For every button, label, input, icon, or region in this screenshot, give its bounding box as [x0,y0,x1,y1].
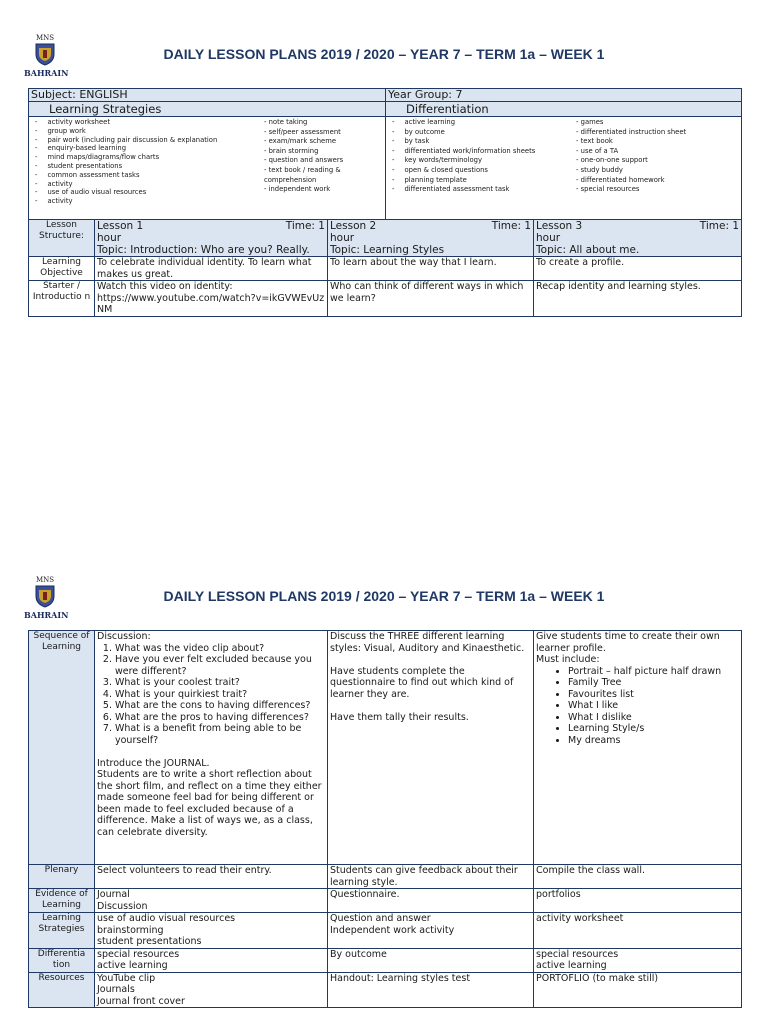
diff-right-item [576,118,603,126]
strategy-left-label: group work [47,126,86,135]
diff-right-item [576,147,618,155]
strategy-left-item [35,118,110,126]
strategy-left-item [35,188,146,196]
strategy-right-label: comprehension [264,175,317,184]
starter-2: Who can think of different ways in which we learn? [328,281,534,317]
strategy-right-label: - text book / reading & [264,166,341,174]
page2-header [0,576,768,628]
starter-label: Starter / Introductio n [29,281,95,317]
lesson-plan-table-bottom [28,630,742,1008]
diff-right-item [576,185,639,193]
diff-3-b: active learning [536,960,607,971]
strategy-right-item [264,176,316,184]
page-title: DAILY LESSON PLANS 2019 / 2020 – YEAR 7 – TERM 1a – WEEK 1 [163,46,605,62]
seq2-p2: Have students complete the questionnaire to find out which kind of learner they are. [330,665,514,700]
differentiation-label: Differentia tion [29,948,95,972]
resources-label: Resources [29,972,95,1008]
profile-requirement: • Family Tree [568,677,739,689]
sequence-1 [95,631,328,865]
strategy-right-item [264,118,307,126]
lesson-3-name: Lesson 3 [536,220,583,232]
diff-left-item [392,147,535,155]
resources-1 [95,972,328,1008]
diff-left-label: differentiated assessment task [404,185,510,194]
strategy-left-item [35,180,73,188]
seq1-questions [97,643,325,747]
profile-requirement: • What I like [568,700,739,712]
diff-left-item [392,156,482,164]
bullet-dash: - [35,118,38,126]
strategy-left-label: common assessment tasks [47,170,140,179]
starter-1-text: Watch this video on identity: [97,281,233,292]
plenary-1: Select volunteers to read their entry. [95,865,328,889]
strategies-1-a: use of audio visual resources [97,913,236,924]
discussion-question: 4. What is your quirkiest trait? [115,689,325,701]
objective-1: To celebrate individual identity. To learn what makes us great. [95,257,328,281]
discussion-question: 2. Have you ever felt excluded because you were different? [115,654,325,677]
seq1-journal: Introduce the JOURNAL. [97,757,210,769]
seq1-intro: Discussion: [97,631,151,642]
bullet-dash: - [35,170,38,179]
plenary-3: Compile the class wall. [534,865,742,889]
diff-left-label: planning template [404,175,467,184]
diff-right-item [576,156,648,164]
strategy-right-label: - exam/mark scheme [264,137,337,146]
sequence-2 [328,631,534,865]
strategies-2-a: Question and answer [330,913,431,924]
plenary-2: Students can give feedback about their learning style. [328,865,534,889]
lesson-3-time: Time: 1 [699,220,740,232]
strategy-right-item [264,166,341,174]
lesson-2-hour: hour [330,232,355,244]
evidence-3: portfolios [534,889,742,913]
logo-text-bottom: BAHRAIN [24,610,69,620]
diff-left-item [392,166,488,174]
logo-text-top: MNS [35,34,55,42]
diff-3-a: special resources [536,948,619,960]
diff-right-label: - differentiated instruction sheet [576,127,687,136]
year-group-cell [386,89,742,102]
strategy-right-label: - brain storming [264,146,319,155]
discussion-question: 3. What is your coolest trait? [115,677,325,689]
diff-right-label: - games [576,118,604,126]
bullet-dash: - [35,179,38,188]
seq2-p1: Discuss the THREE different learning styles: Visual, Auditory and Kinaesthetic. [330,631,525,654]
resources-1-b: Journals [97,984,135,995]
logo-text-top: MNS [35,576,55,584]
strategy-left-item [35,162,122,170]
lesson-1-hour: hour [97,232,122,244]
seq2-p3: Have them tally their results. [330,711,469,723]
strategy-right-item [264,147,318,155]
strategy-left-label: mind maps/diagrams/flow charts [47,153,160,162]
evidence-2: Questionnaire. [328,889,534,913]
diff-3 [534,948,742,972]
profile-requirement: • Learning Style/s [568,723,739,735]
strategies-2 [328,913,534,949]
diff-right-item [576,166,623,174]
resources-1-a: YouTube clip [97,972,156,984]
strategies-list-cell [29,117,386,220]
discussion-question: 7. What is a benefit from being able to be yourself? [115,723,325,746]
resources-1-c: Journal front cover [97,995,185,1007]
strategy-left-item [35,127,86,135]
bullet-dash: - [392,156,395,165]
diff-left-item [392,185,509,193]
strategy-left-label: enquiry-based learning [47,144,127,153]
strategy-right-label: - note taking [264,118,308,126]
lesson-2-time: Time: 1 [491,220,532,232]
objective-3: To create a profile. [534,257,742,281]
lesson-2-name: Lesson 2 [330,220,377,232]
lesson-1-time: Time: 1 [285,220,325,232]
logo-text-bottom: BAHRAIN [24,68,69,78]
strategy-right-item [264,156,343,164]
strategy-left-label: activity [47,179,73,188]
profile-requirement: • Portrait – half picture half drawn [568,666,739,678]
year-group: Year Group: 7 [388,88,463,101]
video-link[interactable]: https://www.youtube.com/watch?v=ikGVWEvUzNM [97,292,325,315]
strategy-left-item [35,171,140,179]
evidence-1 [95,889,328,913]
bullet-dash: - [392,185,395,194]
strategies-3: activity worksheet [534,913,742,949]
evidence-1-a: Journal [97,889,130,900]
strategies-1-c: student presentations [97,936,202,947]
diff-right-item [576,128,686,136]
strategy-left-item [35,153,159,161]
strategies-1 [95,913,328,949]
lesson-1-name: Lesson 1 [97,220,144,232]
bullet-dash: - [35,135,38,144]
bullet-dash: - [35,197,38,206]
starter-3: Recap identity and learning styles. [534,281,742,317]
strategy-right-label: - independent work [264,185,331,194]
sequence-label: Sequence of Learning [29,631,95,865]
diff-right-label: - special resources [576,185,640,194]
diff-left-item [392,176,467,184]
strategies-label: Learning Strategies [29,913,95,949]
diff-left-label: active learning [404,118,456,126]
profile-requirement: • What I dislike [568,712,739,724]
bullet-dash: - [392,166,395,174]
strategy-right-item [264,137,336,145]
discussion-question: 6. What are the pros to having differences? [115,712,325,724]
diff-left-item [392,128,445,136]
profile-requirement: • Favourites list [568,689,739,701]
diff-1 [95,948,328,972]
diff-right-label: - text book [576,137,613,146]
objective-2: To learn about the way that I learn. [328,257,534,281]
diff-right-label: - one-on-one support [576,156,648,165]
plenary-label: Plenary [29,865,95,889]
bullet-dash: - [392,175,395,184]
differentiation-heading: Differentiation [386,102,742,117]
diff-left-item [392,118,455,126]
seq3-must: Must include: [536,654,600,665]
bullet-dash: - [35,162,38,170]
seq1-journal-detail: Students are to write a short reflection about the short film, and reflect on a time they either made someone feel bad for being different or been made to feel excluded because of a difference. Make a list of ways we, as a class, can celebrate diversity. [97,769,322,838]
diff-1-b: active learning [97,960,168,971]
bullet-dash: - [35,153,38,162]
bullet-dash: - [35,188,38,197]
learning-strategies-heading: Learning Strategies [29,102,386,117]
page-title: DAILY LESSON PLANS 2019 / 2020 – YEAR 7 – TERM 1a – WEEK 1 [163,588,605,604]
bullet-dash: - [392,146,395,155]
diff-left-label: key words/terminology [404,156,482,165]
bullet-dash: - [392,127,395,136]
seq3-intro: Give students time to create their own learner profile. [536,631,720,654]
sequence-3 [534,631,742,865]
lesson-3-header [534,220,742,257]
bullet-dash: - [392,137,395,146]
diff-left-label: by outcome [404,127,445,136]
strategy-left-item [35,136,217,144]
diff-right-label: - use of a TA [576,146,619,155]
lesson-3-topic: Topic: All about me. [536,244,640,256]
seq3-items [536,666,739,747]
learning-objective-label: Learning Objective [29,257,95,281]
bullet-dash: - [392,118,395,126]
strategies-1-b: brainstorming [97,924,164,936]
diff-left-label: differentiated work/information sheets [404,146,536,155]
strategy-left-item [35,197,73,205]
diff-right-label: - study buddy [576,166,623,174]
bullet-dash: - [35,126,38,135]
lesson-3-hour: hour [536,232,561,244]
strategy-right-item [264,185,330,193]
discussion-question: 1. What was the video clip about? [115,643,325,655]
resources-2: Handout: Learning styles test [328,972,534,1008]
strategy-left-label: activity [47,197,73,206]
strategy-left-label: use of audio visual resources [47,188,147,197]
diff-left-label: open & closed questions [404,166,488,174]
lesson-2-header [328,220,534,257]
bullet-dash: - [35,144,38,153]
strategy-left-label: activity worksheet [47,118,110,126]
resources-3: PORTOFLIO (to make still) [534,972,742,1008]
evidence-1-b: Discussion [97,900,148,912]
profile-requirement: • My dreams [568,735,739,747]
strategy-left-label: student presentations [47,162,123,170]
strategy-right-item [264,128,341,136]
strategy-right-label: - question and answers [264,156,344,165]
lesson-2-topic: Topic: Learning Styles [330,244,445,256]
diff-left-item [392,137,429,145]
lesson-1-topic: Topic: Introduction: Who are you? Really. [97,244,310,256]
strategy-left-item [35,144,126,152]
strategies-2-b: Independent work activity [330,924,455,936]
starter-1 [95,281,328,317]
subject-cell [29,89,386,102]
diff-right-label: - differentiated homework [576,175,665,184]
strategy-right-label: - self/peer assessment [264,127,341,136]
differentiation-list-cell [386,117,742,220]
discussion-question: 5. What are the cons to having differences? [115,700,325,712]
subject: Subject: ENGLISH [31,88,128,101]
lesson-1-header [95,220,328,257]
diff-1-a: special resources [97,948,180,960]
evidence-label: Evidence of Learning [29,889,95,913]
diff-2: By outcome [328,948,534,972]
lesson-plan-table-top [28,88,742,317]
lesson-structure-label: Lesson Structure: [29,220,95,257]
diff-right-item [576,176,665,184]
page1-header [0,34,768,86]
strategy-left-label: pair work (including pair discussion & explanation [47,135,218,144]
diff-left-label: by task [404,137,430,146]
diff-right-item [576,137,613,145]
